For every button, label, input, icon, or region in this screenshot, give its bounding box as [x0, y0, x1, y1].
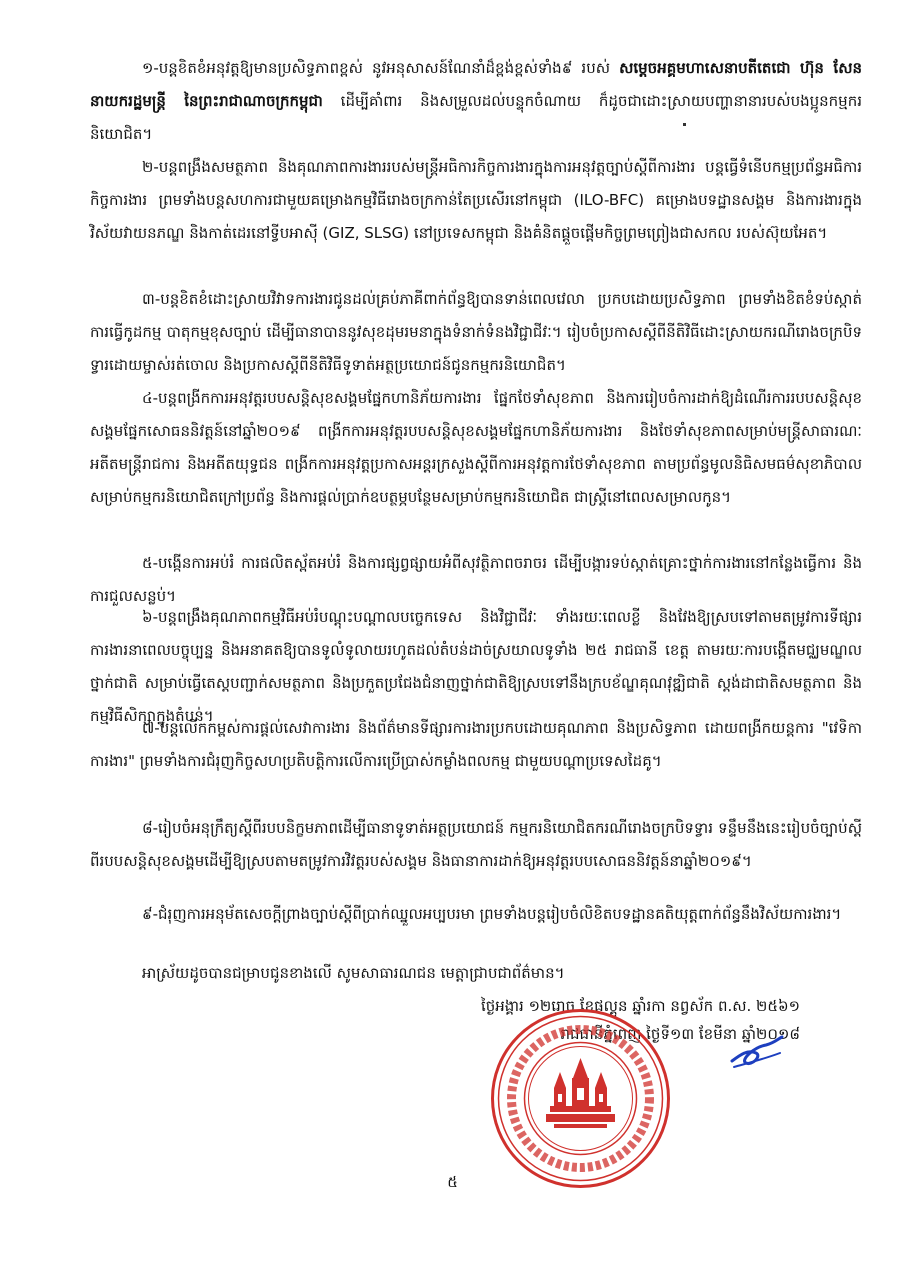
paragraph-8-text: ៨-រៀបចំអនុក្រឹត្យស្តីពីរបបនិក្ខមភាពដើម្បីធានាទូទាត់អត្ថប្រយោជន៍ កម្មករនិយោជិតករណីរោងចក្របិទទ្វារ ទន្ទឹមនឹងនេះរៀបចំច្បាប់ស្តីពីរបបសន្តិសុខសង្គមដើម្បីឱ្យស្របតាមតម្រូវការវិវត្តរបស់សង្គម និងធានាការដាក់ឱ្យអនុវត្តរបបសោធននិវត្តន៍នាឆ្នាំ២០១៩។	[90, 819, 862, 870]
paragraph-7	[90, 712, 862, 778]
paragraph-8	[90, 812, 862, 878]
paragraph-4-text: ៤-បន្តពង្រីកការអនុវត្តរបបសន្តិសុខសង្គមផ្នែកហានិភ័យការងារ ផ្នែកថែទាំសុខភាព និងការរៀបចំការដាក់ឱ្យដំណើរការរបបសន្តិសុខសង្គមផ្នែកសោធននិវត្តន៍នៅឆ្នាំ២០១៩ ពង្រីកការអនុវត្តរបបសន្តិសុខសង្គមផ្នែកហានិភ័យការងារ និងថែទាំសុខភាពសម្រាប់មន្ត្រីសាធារណៈ អតីតមន្ត្រីរាជការ និងអតីតយុទ្ធជន ពង្រីកការអនុវត្តប្រកាសអន្តរក្រសួងស្តីពីការអនុវត្តការថែទាំសុខភាព តាមប្រព័ន្ធមូលនិធិសមធម៌សុខាភិបាលសម្រាប់កម្មករនិយោជិតក្រៅប្រព័ន្ធ និងការផ្តល់ប្រាក់ឧបត្ថម្ភបន្ថែមសម្រាប់កម្មករនិយោជិត ជាស្ត្រីនៅពេលសម្រាលកូន។	[90, 389, 862, 506]
signature-icon	[726, 1033, 786, 1071]
paragraph-9	[90, 898, 862, 931]
paragraph-1-text: ១-បន្តខិតខំអនុវត្តឱ្យមានប្រសិទ្ធភាពខ្ពស់ នូវអនុសាសន៍ណែនាំដ៏ខ្ពង់ខ្ពស់ទាំង៩ របស់	[142, 59, 620, 77]
paragraph-3	[90, 283, 862, 382]
paragraph-1-bold: សម្តេចអគ្គមហាសេនាបតីតេជោ ហ៊ុន សែន នាយករដ្ឋមន្ត្រី នៃព្រះរាជាណាចក្រកម្ពុជា	[90, 59, 862, 110]
paragraph-3-text: ៣-បន្តខិតខំដោះស្រាយវិវាទការងារជូនដល់គ្រប់ភាគីពាក់ព័ន្ធឱ្យបានទាន់ពេលវេលា ប្រកបដោយប្រសិទ្ធភាព ព្រមទាំងខិតខំទប់ស្កាត់ការធ្វើកូដកម្ម បាតុកម្មខុសច្បាប់ ដើម្បីធានាបាននូវសុខដុមរមនាក្នុងទំនាក់ទំនងវិជ្ជាជីវៈ។ រៀបចំប្រកាសស្តីពីនីតិវិធីដោះស្រាយករណីរោងចក្របិទទ្វារដោយម្ចាស់រត់ចោល និងប្រកាសស្តីពីនីតិវិធីទូទាត់អត្ថប្រយោជន៍ជូនកម្មករនិយោជិត។	[90, 290, 862, 374]
paragraph-4	[90, 382, 862, 514]
paragraph-1-text-end: ដើម្បីគាំពារ និងសម្រួលដល់បន្ទុកចំណាយ ក៏ដូចជាដោះស្រាយបញ្ហានានារបស់បងប្អូនកម្មករនិយោជិត។	[90, 92, 862, 143]
date-lunar: ថ្ងៃអង្គារ ១២រោច ខែផល្គុន ឆ្នាំរកា នព្វស័ក ព.ស. ២៥៦១	[480, 997, 800, 1015]
closing-statement: អាស្រ័យដូចបានជម្រាបជូនខាងលើ សូមសាធារណជន មេត្តាជ្រាបជាព័ត៌មាន។	[142, 964, 565, 982]
paragraph-9-text: ៩-ជំរុញការអនុម័តសេចក្តីព្រាងច្បាប់ស្តីពីប្រាក់ឈ្នួលអប្បបរមា ព្រមទាំងបន្តរៀបចំលិខិតបទដ្ឋានគតិយុត្តពាក់ព័ន្ធនឹងវិស័យការងារ។	[142, 905, 842, 923]
paragraph-2	[90, 151, 862, 250]
ministry-seal-icon	[488, 1006, 673, 1191]
paragraph-7-text: ៧-បន្តលើកកម្ពស់ការផ្តល់សេវាការងារ និងព័ត៌មានទីផ្សារការងារប្រកបដោយគុណភាព និងប្រសិទ្ធភាព ដោយពង្រីកយន្តការ "វេទិកាការងារ" ព្រមទាំងការជំរុញកិច្ចសហប្រតិបត្តិការលើការប្រើប្រាស់កម្លាំងពលកម្ម ជាមួយបណ្តាប្រទេសដៃគូ។	[90, 719, 862, 770]
page-number: ៥	[447, 1173, 458, 1191]
paragraph-1	[90, 52, 862, 151]
paragraph-5-text: ៥-បង្កើនការអប់រំ ការផលិតស្ព័តអប់រំ និងការផ្សព្វផ្សាយអំពីសុវត្ថិភាពចរាចរ ដើម្បីបង្ការទប់ស្កាត់គ្រោះថ្នាក់ការងារនៅកន្លែងធ្វើការ និងការជួលសន្លប់។	[90, 554, 862, 605]
stray-dot	[683, 123, 686, 126]
date-solar: រាជធានីភ្នំពេញ ថ្ងៃទី១៣ ខែមីនា ឆ្នាំ២០១៨	[560, 1025, 800, 1043]
paragraph-2-text: ២-បន្តពង្រឹងសមត្ថភាព និងគុណភាពការងាររបស់មន្ត្រីអធិការកិច្ចការងារក្នុងការអនុវត្តច្បាប់ស្តីពីការងារ បន្តធ្វើទំនើបកម្មប្រព័ន្ធអធិការកិច្ចការងារ ព្រមទាំងបន្តសហការជាមួយគម្រោងកម្មវិធីរោងចក្រកាន់តែប្រសើរនៅកម្ពុជា (ILO-BFC) គម្រោងបទដ្ឋានសង្គម និងការងារក្នុងវិស័យវាយនភណ្ឌ និងកាត់ដេរនៅទ្វីបអាស៊ី (GIZ, SLSG) នៅប្រទេសកម្ពុជា និងគំនិតផ្តួចផ្តើមកិច្ចព្រមព្រៀងជាសកល របស់ស៊ុយអែត។	[90, 158, 862, 242]
paragraph-6-text: ៦-បន្តពង្រឹងគុណភាពកម្មវិធីអប់រំបណ្តុះបណ្តាលបច្ចេកទេស និងវិជ្ជាជីវៈ ទាំងរយៈពេលខ្លី និងវែងឱ្យស្របទៅតាមតម្រូវការទីផ្សារការងារនាពេលបច្ចុប្បន្ន និងអនាគតឱ្យបានទូលំទូលាយរហូតដល់តំបន់ដាច់ស្រយាលទូទាំង ២៥ រាជធានី ខេត្ត តាមរយៈការបង្កើតមជ្ឈមណ្ឌលថ្នាក់ជាតិ សម្រាប់ធ្វើតេស្តបញ្ជាក់សមត្ថភាព និងប្រកួតប្រជែងជំនាញថ្នាក់ជាតិឱ្យស្របទៅនឹងក្របខ័ណ្ឌគុណវុឌ្ឍិជាតិ ស្តង់ដាជាតិសមត្ថភាព និងកម្មវិធីសិក្សាក្នុងតំបន់។	[90, 608, 862, 725]
